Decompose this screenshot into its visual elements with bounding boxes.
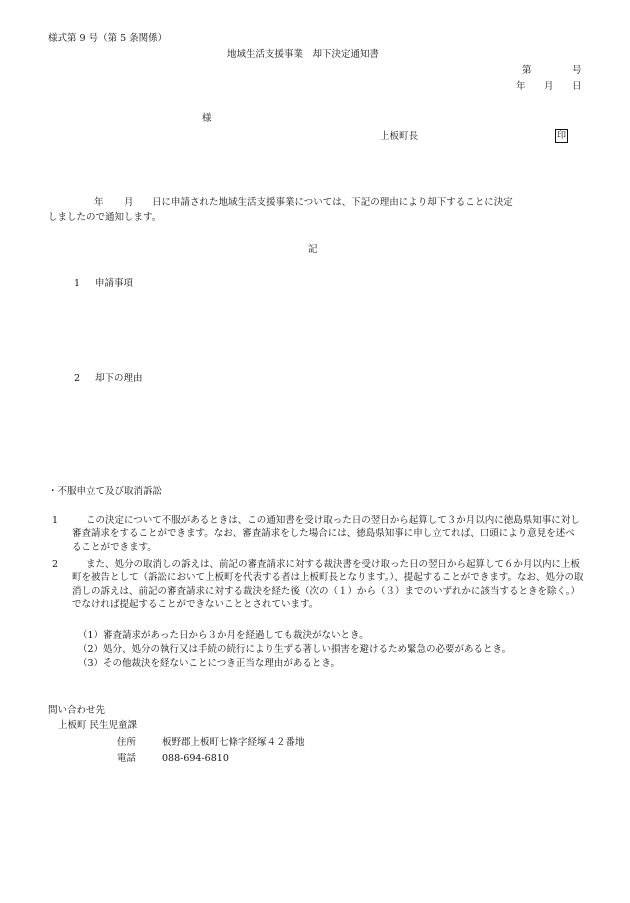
doc-number-suffix: 号 [572, 65, 582, 76]
ki-mark: 記 [308, 244, 318, 255]
appeal-item-1 [52, 514, 584, 554]
date-day: 日 [572, 81, 582, 92]
document-title: 地域生活支援事業 却下決定通知書 [227, 49, 380, 60]
appeal-heading: ・不服申立て及び取消訴訟 [48, 486, 163, 497]
contact-department: 上板町 民生児童課 [58, 720, 138, 731]
appeal-item-2 [52, 558, 584, 611]
intro-text-line2: しましたので通知します。 [48, 212, 162, 223]
appeal-item-2-text: また、処分の取消しの訴えは、前記の審査請求に対する裁決書を受け取った日の翌日から起算して６か月以内に上板町を被告として（訴訟において上板町を代表する者は上板町長となります。）、提起することができます。なお、処分の取消しの訴えは、前記の審査請求に対する裁決を経た後（次の（１）から（３）までのいずれかに該当するときを除く。）でなければ提起することができないこととされています。 [72, 559, 584, 610]
contact-address-label: 住所 [117, 737, 137, 748]
date-year: 年 [516, 81, 526, 92]
seal-mark [555, 129, 568, 143]
section-1-label: 申請事項 [95, 278, 134, 289]
appeal-sub-3: （3）その他裁決を経ないことにつき正当な理由があるとき。 [78, 658, 340, 669]
contact-phone-label: 電話 [117, 753, 137, 764]
date-month: 月 [544, 81, 554, 92]
intro-year: 年 [94, 197, 104, 208]
appeal-item-2-number: 2 [52, 559, 59, 570]
doc-number-prefix: 第 [522, 65, 532, 76]
section-2-number: 2 [74, 373, 81, 384]
contact-phone-value: 088-694-6810 [162, 753, 229, 764]
seal-char: 印 [557, 131, 567, 141]
section-1-number: 1 [74, 278, 81, 289]
form-number: 様式第 9 号（第 5 条関係） [48, 33, 168, 44]
appeal-sub-1: （1）審査請求があった日から３か月を経過しても裁決がないとき。 [78, 630, 369, 641]
appeal-sub-2: （2）処分、処分の執行又は手続の続行により生ずる著しい損害を避けるため緊急の必要があるとき。 [78, 644, 512, 655]
contact-heading: 問い合わせ先 [48, 705, 106, 716]
contact-address-value: 板野郡上板町七條字経塚４２番地 [162, 737, 305, 748]
appeal-item-1-number: 1 [52, 515, 59, 526]
section-2-label: 却下の理由 [95, 373, 143, 384]
addressee-suffix: 様 [202, 113, 212, 124]
appeal-item-1-text: この決定について不服があるときは、この通知書を受け取った日の翌日から起算して３か月以内に徳島県知事に対し審査請求をすることができます。なお、審査請求をした場合には、徳島県知事に申し立てれば、口頭により意見を述べることができます。 [72, 515, 580, 553]
intro-month: 月 [124, 197, 134, 208]
intro-text-line1: 日に申請された地域生活支援事業については、下記の理由により却下することに決定 [152, 197, 513, 208]
sender-name: 上板町長 [380, 131, 419, 142]
